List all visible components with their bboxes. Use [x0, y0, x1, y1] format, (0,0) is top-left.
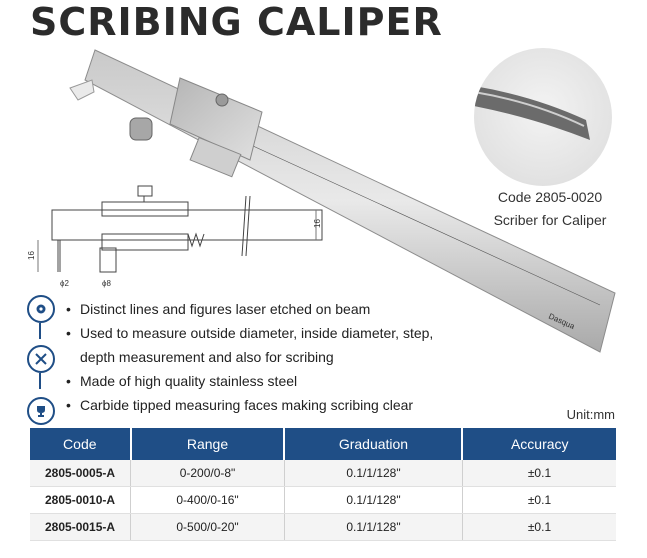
list-item: • Made of high quality stainless steel: [66, 373, 298, 389]
gear-icon: [27, 295, 55, 323]
cell-range: 0-200/0-8": [131, 460, 285, 487]
cell-accuracy: ±0.1: [462, 487, 616, 514]
cell-graduation: 0.1/1/128": [284, 487, 462, 514]
list-item: • Carbide tipped measuring faces making scribing clear: [66, 397, 414, 413]
col-range: Range: [131, 428, 285, 460]
cell-range: 0-400/0-16": [131, 487, 285, 514]
cell-code: 2805-0010-A: [30, 487, 131, 514]
table-row: [30, 460, 616, 487]
col-graduation: Graduation: [284, 428, 462, 460]
inset-caption-code: Code 2805-0020: [497, 189, 603, 205]
col-accuracy: Accuracy: [462, 428, 616, 460]
cell-code: 2805-0005-A: [30, 460, 131, 487]
cell-graduation: 0.1/1/128": [284, 460, 462, 487]
dim-jaw-height: 16: [27, 251, 36, 260]
trophy-icon: [27, 397, 55, 425]
col-code: Code: [30, 428, 131, 460]
list-item: • Distinct lines and figures laser etched on beam: [66, 301, 371, 317]
beam-brand-text: Dasqua: [547, 311, 577, 332]
feature-list: [66, 297, 486, 417]
unit-label: Unit:mm: [566, 407, 615, 422]
page-title: SCRIBING CALIPER: [30, 0, 443, 44]
cell-code: 2805-0015-A: [30, 514, 131, 541]
cell-accuracy: ±0.1: [462, 460, 616, 487]
dim-beam-height: 16: [313, 219, 322, 228]
table-row: [30, 514, 616, 541]
list-item: • Used to measure outside diameter, inside diameter, step,: [66, 325, 434, 341]
table-row: [30, 487, 616, 514]
cell-graduation: 0.1/1/128": [284, 514, 462, 541]
technical-drawing: [20, 176, 340, 296]
scriber-tip-icon: [474, 48, 612, 186]
scriber-inset-image: [474, 48, 612, 186]
tools-icon: [27, 345, 55, 373]
inset-caption-desc: Scriber for Caliper: [493, 212, 607, 228]
table-header-row: [30, 428, 616, 460]
cell-accuracy: ±0.1: [462, 514, 616, 541]
cell-range: 0-500/0-20": [131, 514, 285, 541]
dim-scriber-diameter: ϕ8: [102, 279, 111, 288]
list-item: depth measurement and also for scribing: [80, 349, 334, 365]
spec-table: [30, 428, 616, 541]
dim-tip-diameter: ϕ2: [60, 279, 69, 288]
